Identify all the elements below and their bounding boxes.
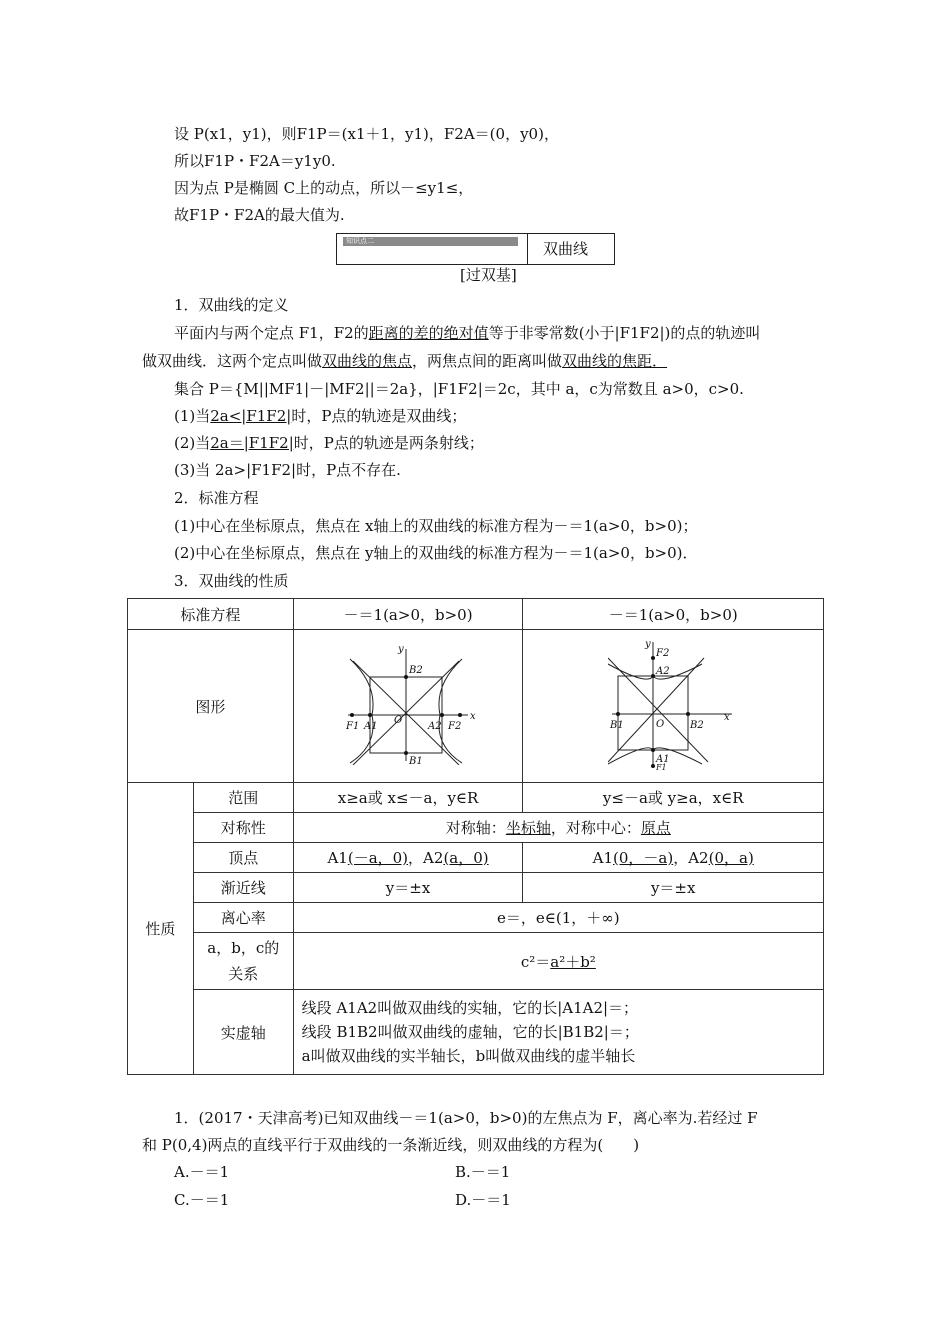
- cell-value: 对称轴：坐标轴，对称中心：原点: [293, 813, 823, 843]
- text-line: (3)当 2a>|F1F2|时，P点不存在.: [174, 461, 401, 479]
- text-line: 做双曲线．这两个定点叫做双曲线的焦点，两焦点间的距离叫做双曲线的焦距．: [142, 352, 668, 370]
- cell-graph-y: [523, 630, 824, 783]
- text-line: 平面内与两个定点 F1，F2的距离的差的绝对值等于非零常数(小于|F1F2|)的点的轨迹叫: [174, 324, 761, 342]
- cell-label: 对称性: [193, 813, 293, 843]
- cell-group-label: 性质: [128, 783, 194, 1075]
- cell-value: y＝±x: [293, 873, 523, 903]
- section-title: 双曲线: [543, 240, 589, 258]
- text-line: 故F1P・F2A的最大值为.: [174, 206, 345, 224]
- cell-label: 范围: [193, 783, 293, 813]
- f2-label: F2: [656, 648, 670, 659]
- text-line: 集合 P＝{M||MF1|－|MF2||＝2a}，|F1F2|＝2c，其中 a，c为常数且 a>0，c>0.: [174, 380, 744, 398]
- a2-label: A2: [656, 666, 670, 677]
- b2-label: B2: [690, 720, 704, 731]
- text-line: (2)中心在坐标原点，焦点在 y轴上的双曲线的标准方程为－＝1(a>0，b>0)．: [174, 544, 698, 562]
- cell-value: x≥a或 x≤－a，y∈R: [293, 783, 523, 813]
- text-line: 设 P(x1，y1)，则F1P＝(x1＋1，y1)，F2A＝(0，y0)，: [174, 125, 559, 143]
- cell-label: 顶点: [193, 843, 293, 873]
- a1-label: A1: [364, 721, 378, 732]
- cell-label: 图形: [128, 630, 294, 783]
- heading-standard: 2．标准方程: [174, 489, 259, 507]
- text-line: 所以F1P・F2A＝y1y0.: [174, 152, 336, 170]
- cell-graph-x: [293, 630, 523, 783]
- x-label: x: [470, 711, 476, 722]
- y-label: y: [398, 644, 404, 655]
- cell-value: y＝±x: [523, 873, 824, 903]
- b1-label: B1: [610, 720, 624, 731]
- section-tag: 知识点二: [343, 237, 518, 246]
- option-c: C.－＝1: [174, 1191, 230, 1209]
- question-stem: 1．(2017・天津高考)已知双曲线－＝1(a>0，b>0)的左焦点为 F，离心率为.若经过 F: [174, 1109, 758, 1127]
- section-subtitle: [过双基]: [460, 266, 517, 284]
- text-line: 因为点 P是椭圆 C上的动点，所以－≤y1≤，: [174, 179, 474, 197]
- heading-definition: 1．双曲线的定义: [174, 296, 289, 314]
- b1-label: B1: [409, 756, 423, 765]
- cell-value: c²＝a²＋b²: [293, 933, 823, 990]
- o-label: O: [656, 719, 665, 730]
- option-d: D.－＝1: [455, 1191, 511, 1209]
- cell-label: 渐近线: [193, 873, 293, 903]
- question-stem: 和 P(0,4)两点的直线平行于双曲线的一条渐近线，则双曲线的方程为( ): [142, 1136, 640, 1154]
- cell-value: A1(0，－a)，A2(0，a): [523, 843, 824, 873]
- cell-value: 线段 A1A2叫做双曲线的实轴，它的长|A1A2|＝； 线段 B1B2叫做双曲线的虚轴，它的长|B1B2|＝； a叫做双曲线的实半轴长，b叫做双曲线的虚半轴长: [293, 990, 823, 1075]
- o-label: O: [394, 715, 403, 726]
- hyperbola-x-figure: [338, 643, 478, 765]
- f1-label: F1: [656, 763, 667, 770]
- cell-value: e＝，e∈(1，＋∞): [293, 903, 823, 933]
- section-header: [336, 233, 615, 265]
- section-divider: [527, 234, 528, 264]
- hyperbola-y-figure: [608, 638, 738, 770]
- a2-label: A2: [428, 721, 442, 732]
- cell-label: a，b，c的 关系: [193, 933, 293, 990]
- cell-label: 实虚轴: [193, 990, 293, 1075]
- cell-eq-y: －＝1(a>0，b>0): [523, 599, 824, 630]
- f2-label: F2: [448, 721, 462, 732]
- cell-eq-x: －＝1(a>0，b>0): [293, 599, 523, 630]
- properties-table: [127, 598, 824, 1075]
- option-b: B.－＝1: [455, 1163, 511, 1181]
- b2-label: B2: [409, 665, 423, 676]
- cell-value: A1(－a，0)，A2(a，0): [293, 843, 523, 873]
- cell-label: 标准方程: [128, 599, 294, 630]
- text-line: (1)中心在坐标原点，焦点在 x轴上的双曲线的标准方程为－＝1(a>0，b>0)；: [174, 517, 698, 535]
- f1-label: F1: [346, 721, 360, 732]
- heading-properties: 3．双曲线的性质: [174, 572, 289, 590]
- cell-label: 离心率: [193, 903, 293, 933]
- a1-label: A1: [656, 754, 670, 765]
- y-label: y: [645, 639, 651, 650]
- x-label: x: [724, 712, 730, 723]
- text-line: (1)当2a<|F1F2|时，P点的轨迹是双曲线；: [174, 407, 467, 425]
- option-a: A.－＝1: [174, 1163, 230, 1181]
- text-line: (2)当2a＝|F1F2|时，P点的轨迹是两条射线；: [174, 434, 484, 452]
- cell-value: y≤－a或 y≥a，x∈R: [523, 783, 824, 813]
